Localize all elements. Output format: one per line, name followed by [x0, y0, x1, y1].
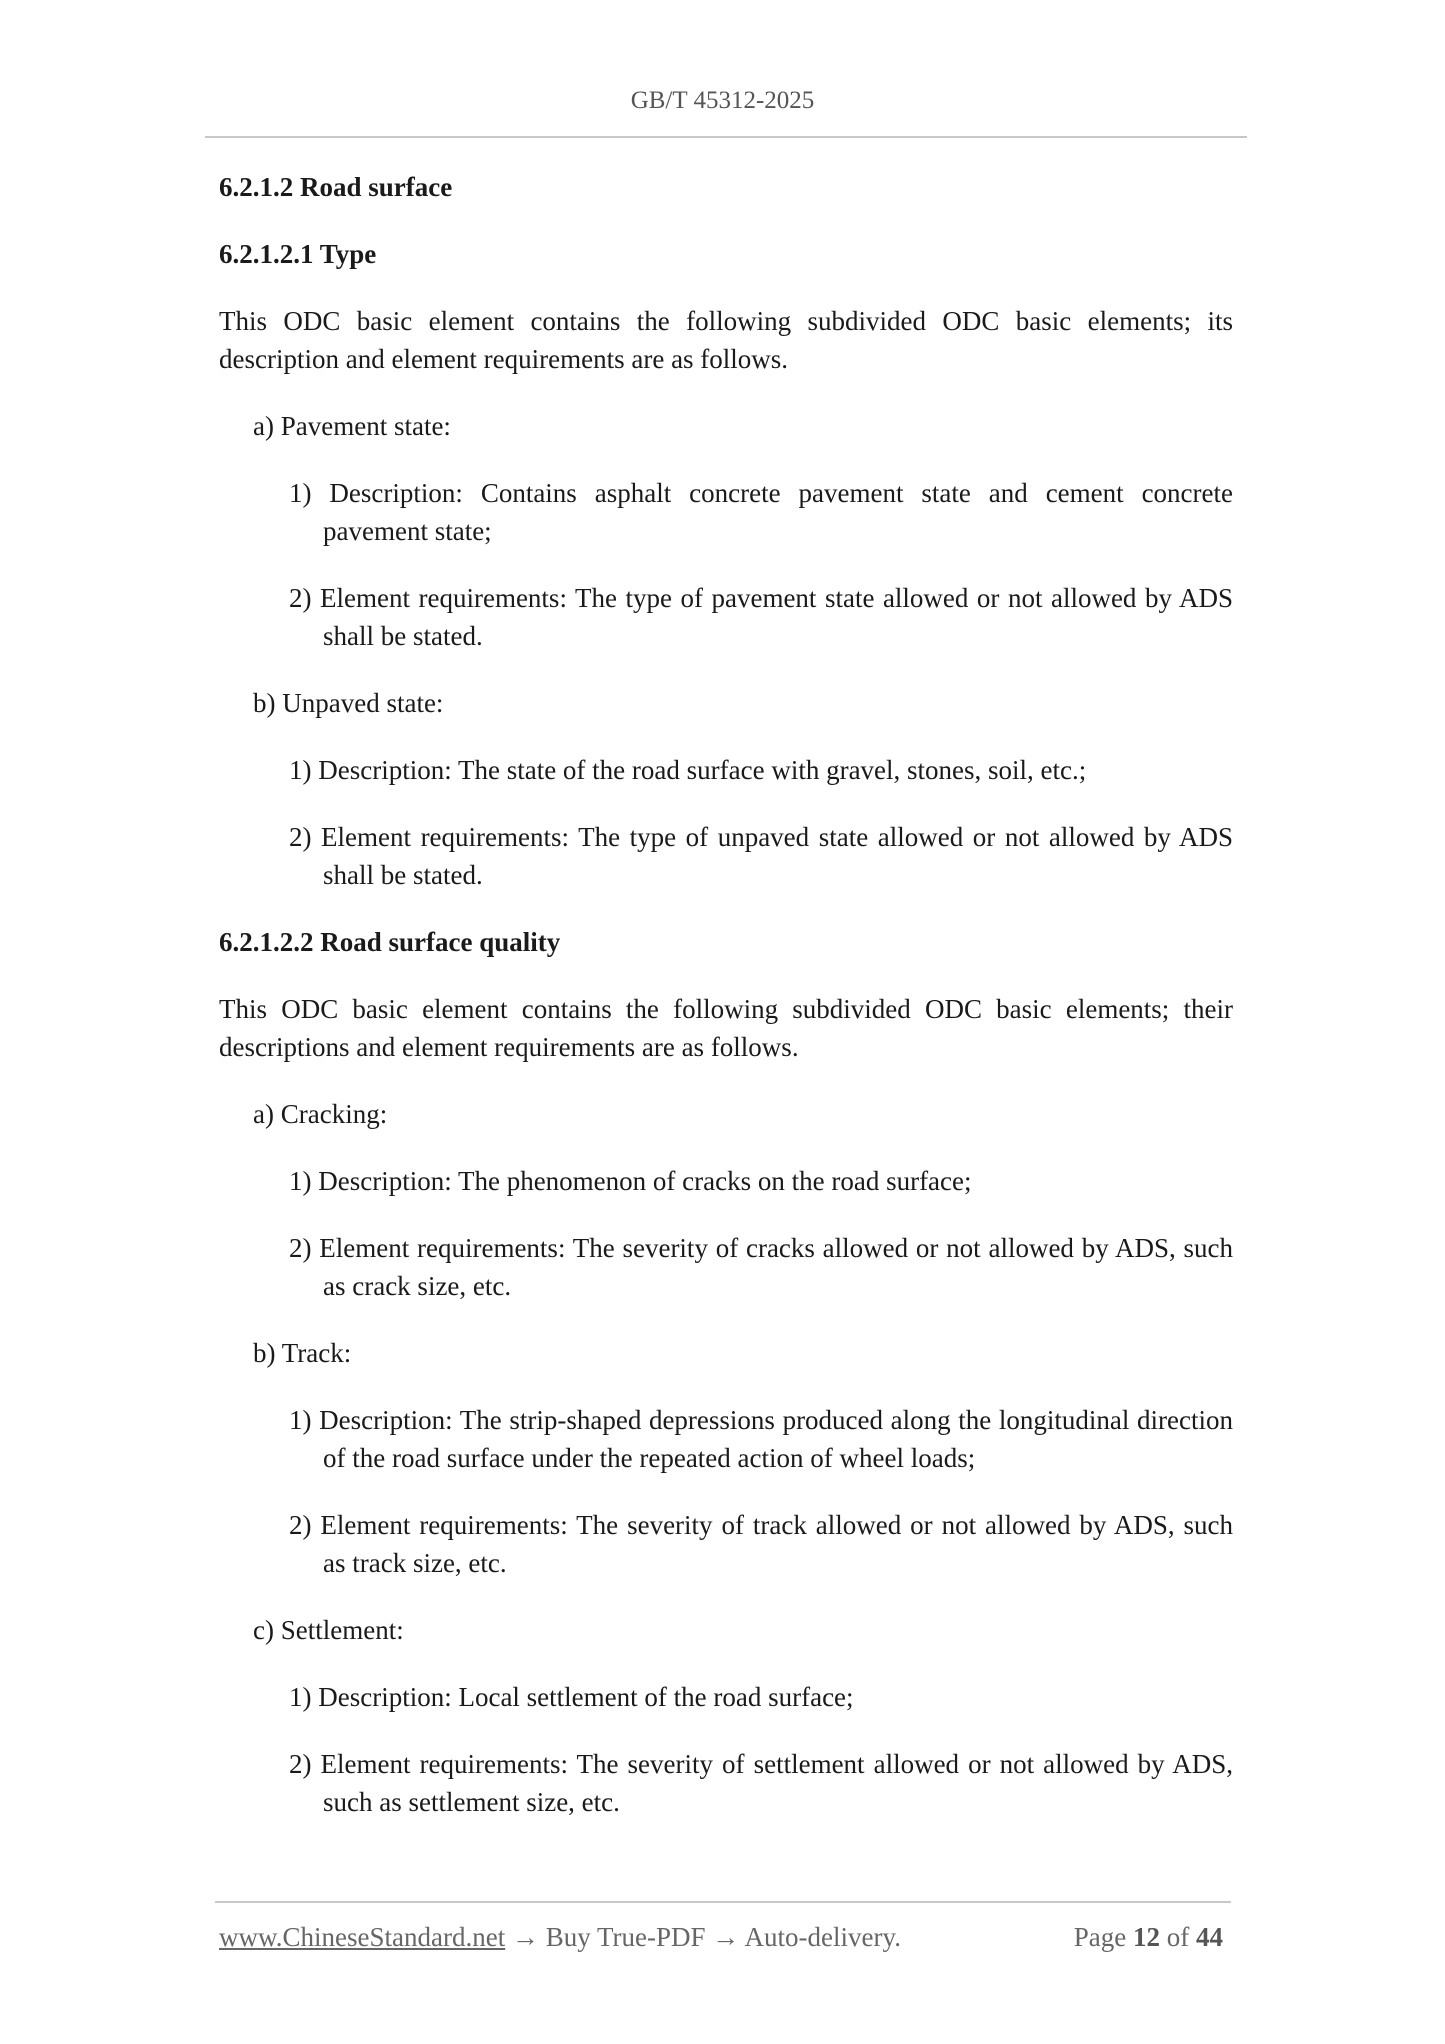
arrow-right-icon: →	[511, 1922, 539, 1952]
sublist-item-unpaved-requirements: 2) Element requirements: The type of unpaved state allowed or not allowed by ADS shall be stated.	[289, 822, 1233, 890]
sublist-item-track-requirements: 2) Element requirements: The severity of track allowed or not allowed by ADS, such as track size, etc.	[289, 1510, 1233, 1578]
page-label: Page	[1073, 1922, 1127, 1952]
sublist-item-settlement-description: 1) Description: Local settlement of the road surface;	[289, 1682, 854, 1712]
section-heading-road-surface: 6.2.1.2 Road surface	[219, 172, 453, 202]
footer-promo	[219, 1920, 901, 1954]
list-item-pavement-state: a) Pavement state:	[253, 411, 451, 441]
list-item-cracking: a) Cracking:	[253, 1099, 388, 1129]
list-item-settlement: c) Settlement:	[253, 1615, 404, 1645]
section-heading-type: 6.2.1.2.1 Type	[219, 239, 377, 269]
header-divider	[205, 136, 1247, 138]
page-number: 12	[1133, 1922, 1160, 1952]
sublist-item-unpaved-description: 1) Description: The state of the road surface with gravel, stones, soil, etc.;	[289, 755, 1087, 785]
arrow-right-icon: →	[712, 1922, 740, 1952]
document-header-title: GB/T 45312-2025	[630, 87, 815, 114]
chinesestandard-link[interactable]: www.ChineseStandard.net	[219, 1922, 506, 1952]
sublist-item-cracking-description: 1) Description: The phenomenon of cracks on the road surface;	[289, 1166, 972, 1196]
paragraph-type-intro: This ODC basic element contains the following subdivided ODC basic elements; its description and element requirements are as follows.	[219, 306, 1233, 374]
document-body	[219, 168, 1233, 1850]
list-item-track: b) Track:	[253, 1338, 352, 1368]
sublist-item-pavement-requirements: 2) Element requirements: The type of pavement state allowed or not allowed by ADS shall be stated.	[289, 583, 1233, 651]
buy-pdf-text: Buy True-PDF	[545, 1922, 706, 1952]
sublist-item-cracking-requirements: 2) Element requirements: The severity of cracks allowed or not allowed by ADS, such as crack size, etc.	[289, 1233, 1233, 1301]
of-label: of	[1166, 1922, 1190, 1952]
page-indicator	[1074, 1920, 1223, 1954]
sublist-item-pavement-description: 1) Description: Contains asphalt concrete pavement state and cement concrete pavement state;	[289, 478, 1233, 546]
footer-divider	[215, 1901, 1231, 1903]
section-heading-road-surface-quality: 6.2.1.2.2 Road surface quality	[219, 927, 561, 957]
sublist-item-settlement-requirements: 2) Element requirements: The severity of settlement allowed or not allowed by ADS, such as settlement size, etc.	[289, 1749, 1233, 1817]
auto-delivery-text: Auto-delivery.	[744, 1922, 901, 1952]
list-item-unpaved-state: b) Unpaved state:	[253, 688, 444, 718]
sublist-item-track-description: 1) Description: The strip-shaped depressions produced along the longitudinal direction of the road surface under the repeated action of wheel loads;	[289, 1405, 1233, 1473]
total-pages: 44	[1196, 1922, 1223, 1952]
paragraph-quality-intro: This ODC basic element contains the following subdivided ODC basic elements; their descriptions and element requirements are as follows.	[219, 994, 1233, 1062]
